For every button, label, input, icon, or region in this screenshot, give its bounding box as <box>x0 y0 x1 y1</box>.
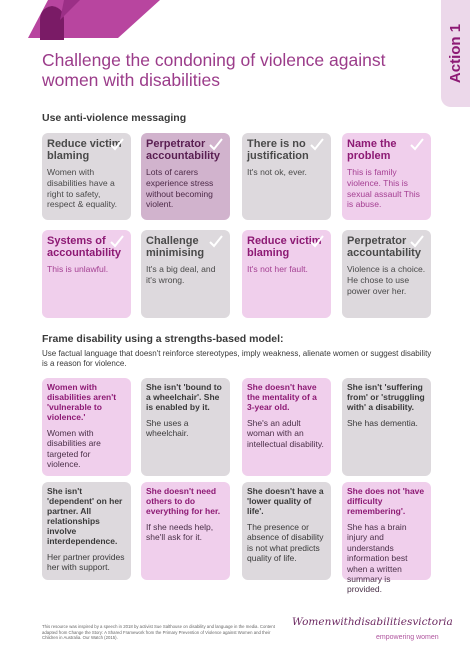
action-tab-label: Action 1 <box>447 23 464 84</box>
card-title: She doesn't need others to do everything for her. <box>146 486 221 516</box>
card-body: She has dementia. <box>347 418 418 428</box>
card-body: Her partner provides her with support. <box>47 552 125 573</box>
card-body: It's not her fault. <box>247 264 308 274</box>
card-body: Lots of carers experience stress without becoming violent. <box>146 167 214 210</box>
card-title: She doesn't have the mentality of a 3-year old. <box>247 382 317 412</box>
card-title: There is no justification <box>247 138 309 162</box>
frame-card <box>242 482 331 580</box>
messaging-card <box>141 133 230 220</box>
messaging-card <box>42 133 131 220</box>
footer-note: This resource was inspired by a speech in 2018 by activist Sue Salthouse on disability and language in the media. Content adapted from Change the Story: A Shared Framework from the Primary Prevention of Violence against Women and their Children in Australia. Our Watch (2015). <box>42 624 275 640</box>
corner-decoration <box>0 0 160 40</box>
page-title: Challenge the condoning of violence against women with disabilities <box>42 50 386 90</box>
frame-intro: Use factual language that doesn't reinforce stereotypes, imply weakness, alienate women or suggest disability is a reason for violence. <box>42 349 432 368</box>
card-body: She has a brain injury and understands information best when a written summary is provided. <box>347 522 408 595</box>
messaging-card <box>42 230 131 318</box>
frame-card <box>141 482 230 580</box>
card-body: It's a big deal, and it's wrong. <box>146 264 216 285</box>
messaging-card <box>342 133 431 220</box>
card-body: It's not ok, ever. <box>247 167 307 177</box>
card-body: She's an adult woman with an intellectual disability. <box>247 418 324 449</box>
card-body: She uses a wheelchair. <box>146 418 189 439</box>
card-body: The presence or absence of disability is not what predicts quality of life. <box>247 522 324 564</box>
check-icon <box>208 136 224 152</box>
organisation-logo <box>292 616 453 644</box>
card-title: She isn't 'bound to a wheelchair'. She is enabled by it. <box>146 382 222 412</box>
card-title: She isn't 'suffering from' or 'struggling with' a disability. <box>347 382 425 412</box>
card-body: This is unlawful. <box>47 264 109 274</box>
messaging-card <box>342 230 431 318</box>
frame-card <box>342 482 431 595</box>
frame-card <box>242 378 331 476</box>
card-title: She doesn't have a 'lower quality of life'. <box>247 486 324 516</box>
frame-heading: Frame disability using a strengths-based model: <box>42 333 284 345</box>
messaging-card <box>141 230 230 318</box>
card-title: Perpetrator accountability <box>146 138 220 162</box>
card-body: Women with disabilities are targeted for violence. <box>47 428 101 470</box>
check-icon <box>309 233 325 249</box>
card-body: Violence is a choice. He chose to use power over her. <box>347 264 426 296</box>
check-icon <box>109 233 125 249</box>
card-title: Women with disabilities aren't 'vulnerable to violence.' <box>47 382 117 422</box>
check-icon <box>309 136 325 152</box>
card-title: Name the problem <box>347 138 397 162</box>
card-title: Systems of accountability <box>47 235 121 259</box>
frame-card <box>42 482 131 580</box>
check-icon <box>208 233 224 249</box>
messaging-card <box>242 230 331 318</box>
card-title: Perpetrator accountability <box>347 235 421 259</box>
card-title: Challenge minimising <box>146 235 205 259</box>
logo-tagline: empowering women <box>376 634 439 641</box>
card-title: She does not 'have difficulty remembering'. <box>347 486 425 516</box>
card-body: This is family violence. This is sexual assault This is abuse. <box>347 167 420 210</box>
check-icon <box>109 136 125 152</box>
action-tab <box>441 0 470 107</box>
card-title: She isn't 'dependent' on her partner. All relationships involve interdependence. <box>47 486 123 546</box>
frame-card <box>342 378 431 476</box>
check-icon <box>409 136 425 152</box>
card-title: Reduce victim blaming <box>47 138 122 162</box>
card-body: If she needs help, she'll ask for it. <box>146 522 214 543</box>
card-body: Women with disabilities have a right to safety, respect & equality. <box>47 167 118 210</box>
check-icon <box>409 233 425 249</box>
card-title: Reduce victim blaming <box>247 235 322 259</box>
frame-card <box>42 378 131 476</box>
frame-card <box>141 378 230 476</box>
messaging-card <box>242 133 331 220</box>
messaging-heading: Use anti-violence messaging <box>42 112 187 124</box>
logo-name: Womenwithdisabilitiesvictoria <box>292 616 453 628</box>
